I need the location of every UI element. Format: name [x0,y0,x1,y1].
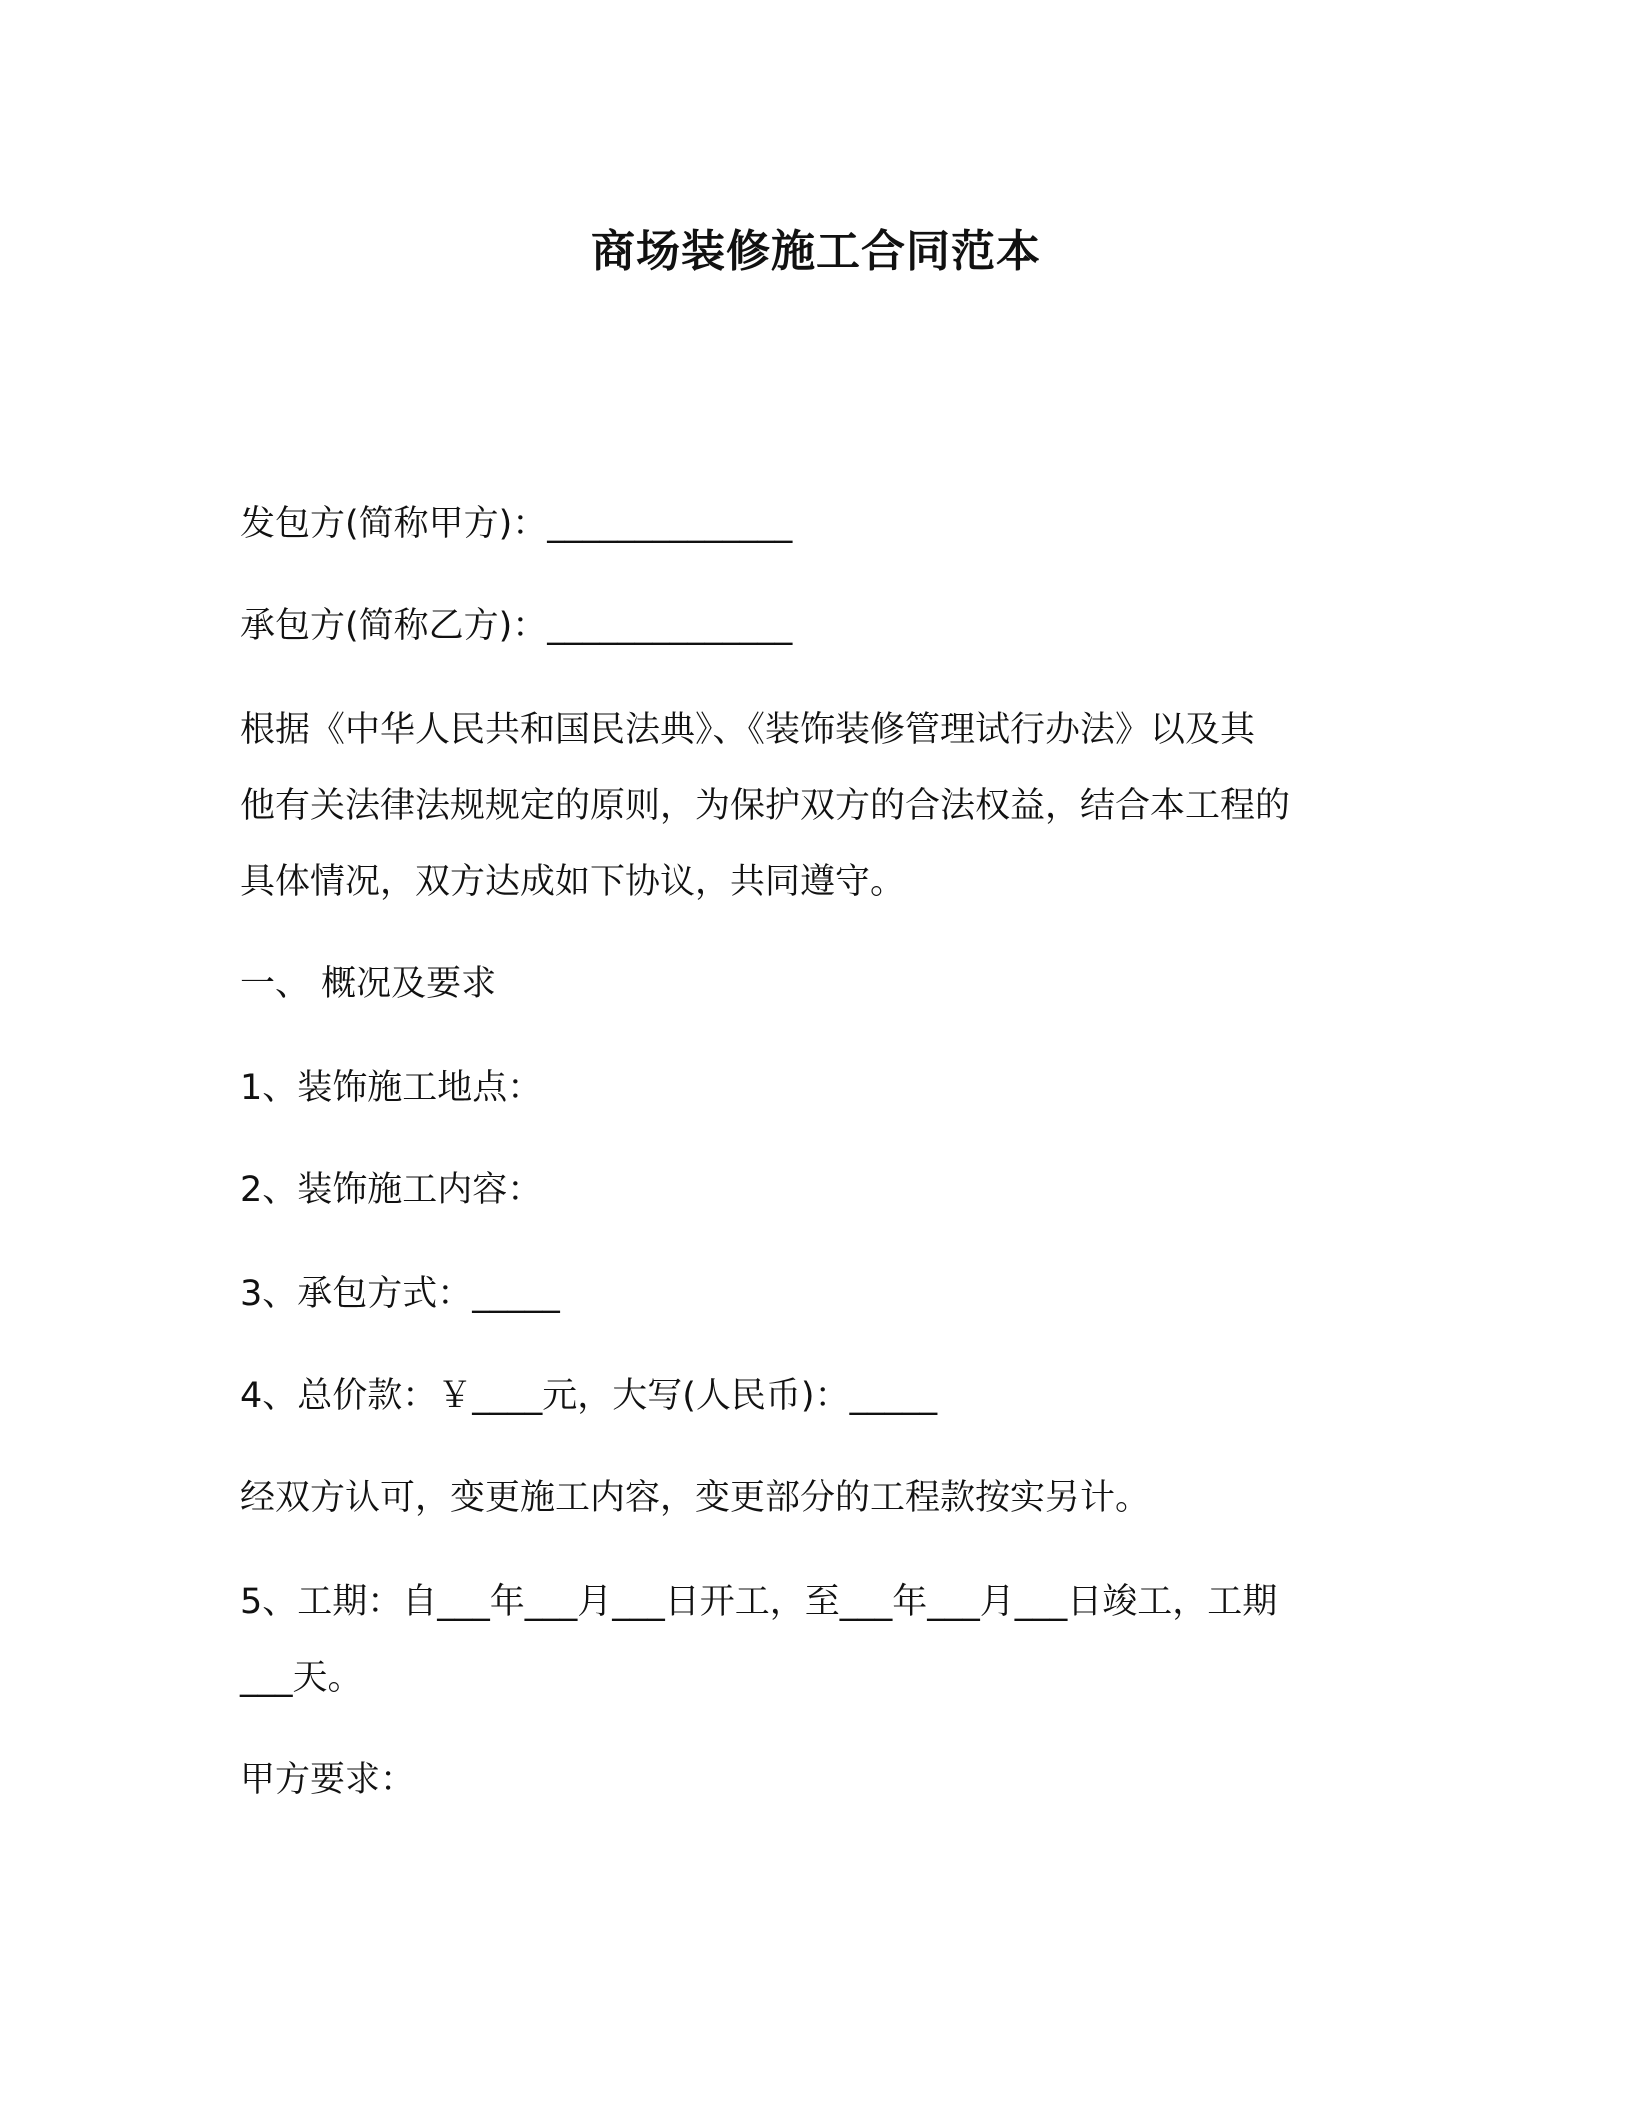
item-1-location: 1、装饰施工地点： [240,1068,543,1108]
preamble-line-3: 具体情况，双方达成如下协议，共同遵守。 [240,862,906,902]
preamble-line-1: 根据《中华人民共和国民法典》、《装饰装修管理试行办法》以及其 [240,710,1256,750]
party-a-line: 发包方(简称甲方)：______________ [240,504,793,544]
party-a-requirements: 甲方要求： [240,1760,416,1800]
change-clause: 经双方认可，变更施工内容，变更部分的工程款按实另计。 [240,1478,1151,1518]
item-3-contract-method: 3、承包方式：_____ [240,1274,560,1314]
item-5-schedule-line-1: 5、工期：自___年___月___日开工，至___年___月___日竣工，工期 [240,1582,1278,1622]
section-heading-1: 一、 概况及要求 [240,964,497,1004]
preamble-line-2: 他有关法律法规规定的原则，为保护双方的合法权益，结合本工程的 [240,786,1291,826]
item-2-content: 2、装饰施工内容： [240,1170,543,1210]
item-4-total-price: 4、总价款：￥____元，大写(人民币)：_____ [240,1376,938,1416]
party-b-line: 承包方(简称乙方)：______________ [240,606,793,646]
item-5-schedule-line-2: ___天。 [240,1658,363,1698]
document-title: 商场装修施工合同范本 [591,226,1041,277]
